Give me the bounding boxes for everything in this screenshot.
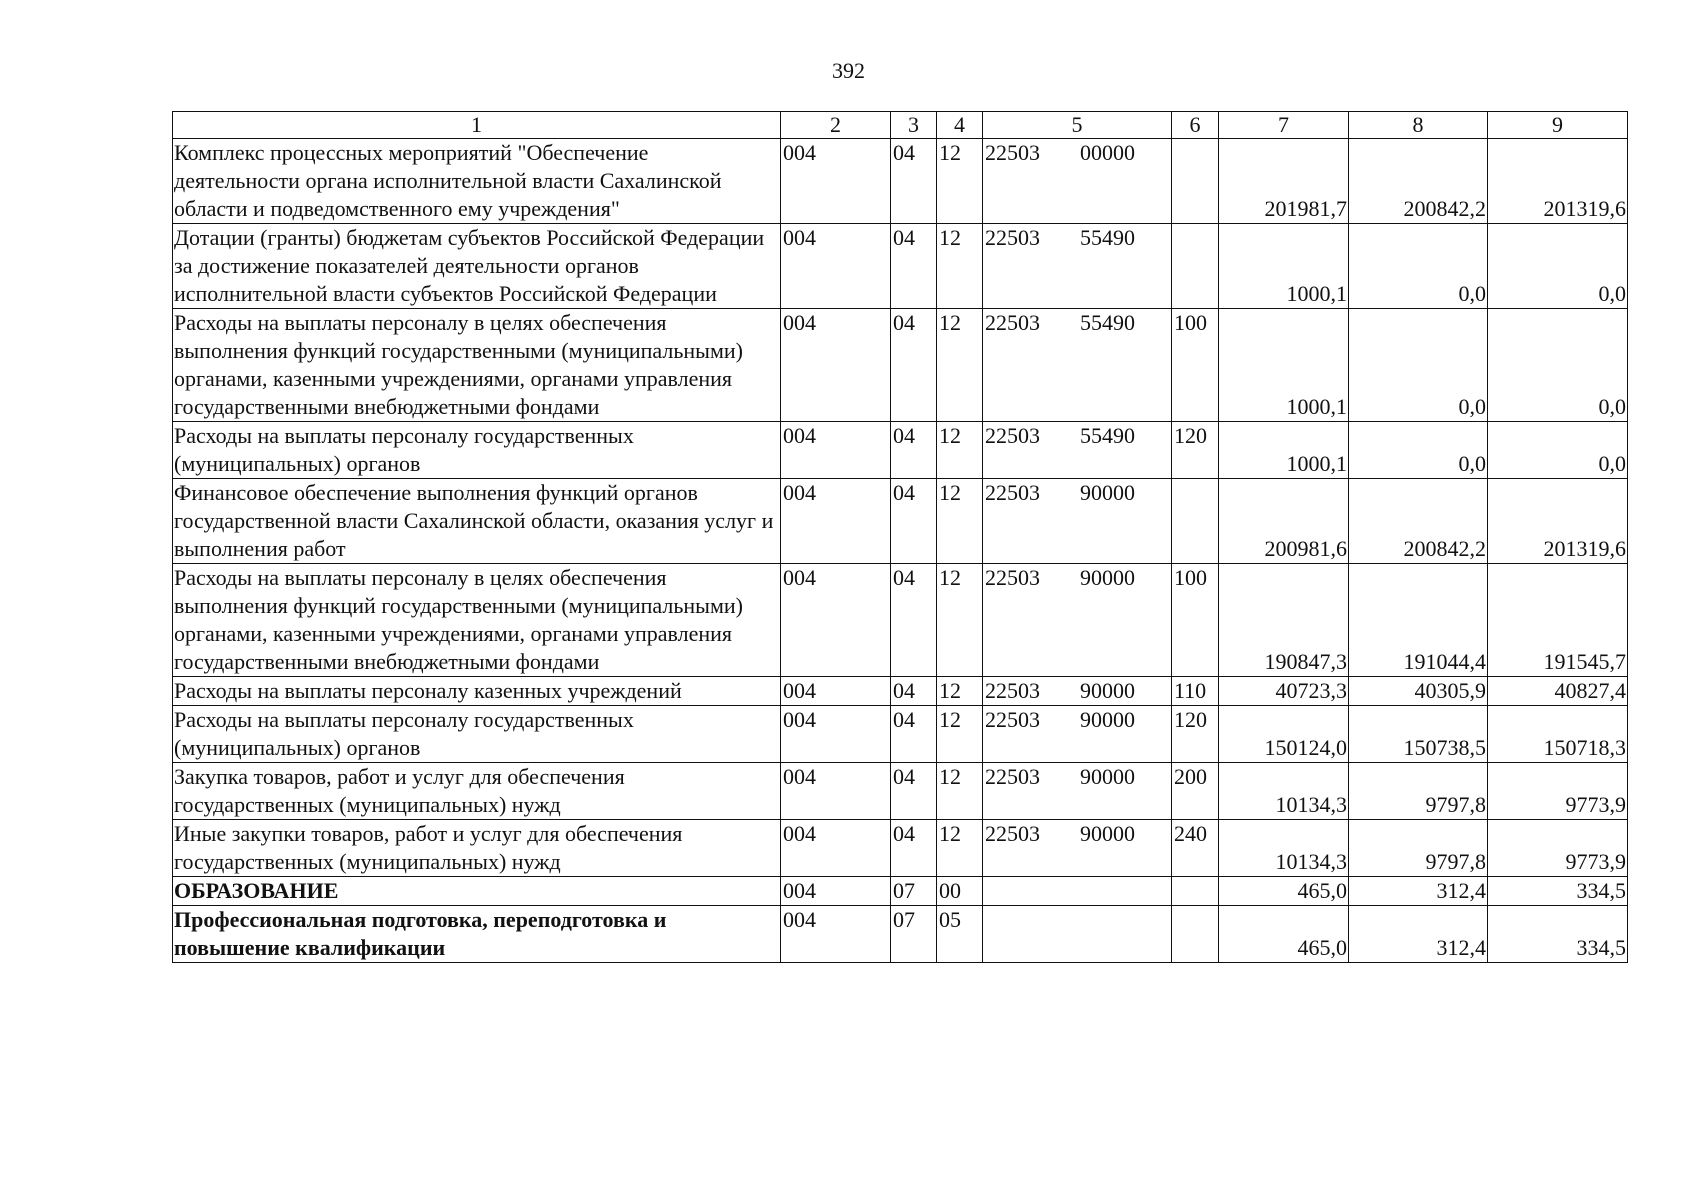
cell-subsection: 12 (937, 677, 983, 706)
cell-ministry-code: 004 (781, 906, 891, 963)
cell-amount-col-9: 334,5 (1488, 877, 1628, 906)
target-article-direction: 55490 (1080, 310, 1135, 335)
cell-amount-col-7: 10134,3 (1219, 820, 1349, 877)
cell-section: 04 (891, 706, 937, 763)
cell-section: 04 (891, 763, 937, 820)
row-name: Профессиональная подготовка, переподготовка и повышение квалификации (173, 906, 781, 963)
cell-section: 07 (891, 906, 937, 963)
cell-target-article (983, 877, 1172, 906)
cell-ministry-code: 004 (781, 139, 891, 224)
cell-section: 04 (891, 820, 937, 877)
target-article-direction: 90000 (1080, 565, 1135, 590)
row-name: Закупка товаров, работ и услуг для обеспечения государственных (муниципальных) нужд (173, 763, 781, 820)
target-article-program: 22503 (985, 480, 1040, 505)
cell-subsection: 05 (937, 906, 983, 963)
cell-amount-col-9: 201319,6 (1488, 139, 1628, 224)
target-article-program: 22503 (985, 310, 1040, 335)
row-name: Расходы на выплаты персоналу в целях обеспечения выполнения функций государственными (муниципальными) органами, казенными учреждениями, органами управления государственными внебюджетными фондами (173, 564, 781, 677)
cell-amount-col-7: 10134,3 (1219, 763, 1349, 820)
header-col-8: 8 (1349, 112, 1488, 139)
cell-target-article (983, 224, 1172, 309)
cell-amount-col-9: 0,0 (1488, 224, 1628, 309)
cell-target-article (983, 820, 1172, 877)
cell-ministry-code: 004 (781, 763, 891, 820)
target-article-program: 22503 (985, 423, 1040, 448)
header-col-4: 4 (937, 112, 983, 139)
cell-amount-col-9: 9773,9 (1488, 763, 1628, 820)
cell-subsection: 12 (937, 309, 983, 422)
header-col-6: 6 (1172, 112, 1219, 139)
cell-section: 04 (891, 309, 937, 422)
target-article-program: 22503 (985, 821, 1040, 846)
cell-amount-col-7: 1000,1 (1219, 224, 1349, 309)
cell-expense-type (1172, 479, 1219, 564)
row-name: Расходы на выплаты персоналу государственных (муниципальных) органов (173, 706, 781, 763)
table-row (173, 877, 1628, 906)
target-article-direction: 00000 (1080, 140, 1135, 165)
row-name: Дотации (гранты) бюджетам субъектов Российской Федерации за достижение показателей деятельности органов исполнительной власти субъектов Российской Федерации (173, 224, 781, 309)
target-article-program: 22503 (985, 565, 1040, 590)
row-name: Расходы на выплаты персоналу в целях обеспечения выполнения функций государственными (муниципальными) органами, казенными учреждениями, органами управления государственными внебюджетными фондами (173, 309, 781, 422)
cell-amount-col-7: 200981,6 (1219, 479, 1349, 564)
cell-ministry-code: 004 (781, 877, 891, 906)
cell-ministry-code: 004 (781, 479, 891, 564)
row-name: ОБРАЗОВАНИЕ (173, 877, 781, 906)
table-body (173, 139, 1628, 963)
row-name: Расходы на выплаты персоналу казенных учреждений (173, 677, 781, 706)
target-article-program: 22503 (985, 678, 1040, 703)
target-article-direction: 90000 (1080, 707, 1135, 732)
cell-expense-type (1172, 877, 1219, 906)
cell-amount-col-7: 1000,1 (1219, 422, 1349, 479)
cell-amount-col-8: 200842,2 (1349, 139, 1488, 224)
cell-target-article (983, 139, 1172, 224)
table-row (173, 479, 1628, 564)
cell-ministry-code: 004 (781, 677, 891, 706)
header-col-7: 7 (1219, 112, 1349, 139)
header-col-9: 9 (1488, 112, 1628, 139)
table-row (173, 820, 1628, 877)
cell-expense-type: 100 (1172, 309, 1219, 422)
cell-amount-col-9: 0,0 (1488, 309, 1628, 422)
cell-expense-type: 100 (1172, 564, 1219, 677)
cell-subsection: 12 (937, 479, 983, 564)
cell-target-article (983, 763, 1172, 820)
cell-amount-col-9: 40827,4 (1488, 677, 1628, 706)
cell-section: 04 (891, 224, 937, 309)
cell-target-article (983, 677, 1172, 706)
cell-amount-col-9: 201319,6 (1488, 479, 1628, 564)
header-col-2: 2 (781, 112, 891, 139)
cell-expense-type (1172, 224, 1219, 309)
table-row (173, 677, 1628, 706)
cell-amount-col-9: 9773,9 (1488, 820, 1628, 877)
cell-amount-col-8: 9797,8 (1349, 763, 1488, 820)
cell-subsection: 12 (937, 139, 983, 224)
cell-ministry-code: 004 (781, 422, 891, 479)
cell-ministry-code: 004 (781, 309, 891, 422)
cell-amount-col-7: 465,0 (1219, 877, 1349, 906)
cell-expense-type: 120 (1172, 706, 1219, 763)
cell-target-article (983, 309, 1172, 422)
cell-amount-col-7: 190847,3 (1219, 564, 1349, 677)
cell-target-article (983, 706, 1172, 763)
target-article-direction: 90000 (1080, 678, 1135, 703)
cell-amount-col-9: 334,5 (1488, 906, 1628, 963)
cell-amount-col-8: 312,4 (1349, 906, 1488, 963)
target-article-direction: 55490 (1080, 225, 1135, 250)
page-number: 392 (832, 58, 865, 83)
cell-section: 07 (891, 877, 937, 906)
cell-section: 04 (891, 479, 937, 564)
cell-amount-col-9: 0,0 (1488, 422, 1628, 479)
cell-section: 04 (891, 677, 937, 706)
target-article-direction: 90000 (1080, 480, 1135, 505)
cell-target-article (983, 422, 1172, 479)
cell-target-article (983, 906, 1172, 963)
cell-amount-col-8: 312,4 (1349, 877, 1488, 906)
cell-amount-col-8: 191044,4 (1349, 564, 1488, 677)
target-article-program: 22503 (985, 140, 1040, 165)
cell-amount-col-8: 150738,5 (1349, 706, 1488, 763)
table-row (173, 309, 1628, 422)
cell-ministry-code: 004 (781, 706, 891, 763)
target-article-program: 22503 (985, 764, 1040, 789)
cell-subsection: 12 (937, 820, 983, 877)
cell-expense-type: 240 (1172, 820, 1219, 877)
cell-target-article (983, 479, 1172, 564)
row-name: Иные закупки товаров, работ и услуг для обеспечения государственных (муниципальных) нужд (173, 820, 781, 877)
header-col-3: 3 (891, 112, 937, 139)
table-row (173, 763, 1628, 820)
cell-amount-col-8: 9797,8 (1349, 820, 1488, 877)
row-name: Финансовое обеспечение выполнения функций органов государственной власти Сахалинской области, оказания услуг и выполнения работ (173, 479, 781, 564)
cell-amount-col-8: 200842,2 (1349, 479, 1488, 564)
table-row (173, 564, 1628, 677)
cell-subsection: 12 (937, 422, 983, 479)
table-row (173, 139, 1628, 224)
cell-ministry-code: 004 (781, 820, 891, 877)
table-row (173, 706, 1628, 763)
header-col-1: 1 (173, 112, 781, 139)
cell-amount-col-7: 40723,3 (1219, 677, 1349, 706)
target-article-program: 22503 (985, 225, 1040, 250)
cell-subsection: 12 (937, 763, 983, 820)
target-article-program: 22503 (985, 707, 1040, 732)
row-name: Расходы на выплаты персоналу государственных (муниципальных) органов (173, 422, 781, 479)
target-article-direction: 55490 (1080, 423, 1135, 448)
cell-amount-col-8: 0,0 (1349, 309, 1488, 422)
cell-ministry-code: 004 (781, 564, 891, 677)
target-article-direction: 90000 (1080, 821, 1135, 846)
cell-subsection: 12 (937, 564, 983, 677)
cell-section: 04 (891, 139, 937, 224)
cell-amount-col-9: 191545,7 (1488, 564, 1628, 677)
cell-ministry-code: 004 (781, 224, 891, 309)
budget-table (172, 111, 1628, 963)
cell-section: 04 (891, 564, 937, 677)
cell-amount-col-7: 150124,0 (1219, 706, 1349, 763)
cell-subsection: 12 (937, 224, 983, 309)
table-row (173, 906, 1628, 963)
cell-amount-col-8: 0,0 (1349, 224, 1488, 309)
cell-amount-col-9: 150718,3 (1488, 706, 1628, 763)
cell-section: 04 (891, 422, 937, 479)
cell-expense-type: 200 (1172, 763, 1219, 820)
cell-subsection: 00 (937, 877, 983, 906)
table-row (173, 422, 1628, 479)
cell-amount-col-8: 40305,9 (1349, 677, 1488, 706)
header-col-5: 5 (983, 112, 1172, 139)
cell-expense-type: 110 (1172, 677, 1219, 706)
header-row (173, 112, 1628, 139)
cell-amount-col-7: 465,0 (1219, 906, 1349, 963)
cell-target-article (983, 564, 1172, 677)
cell-amount-col-8: 0,0 (1349, 422, 1488, 479)
table-row (173, 224, 1628, 309)
cell-expense-type (1172, 906, 1219, 963)
cell-expense-type: 120 (1172, 422, 1219, 479)
cell-amount-col-7: 201981,7 (1219, 139, 1349, 224)
cell-amount-col-7: 1000,1 (1219, 309, 1349, 422)
row-name: Комплекс процессных мероприятий "Обеспечение деятельности органа исполнительной власти Сахалинской области и подведомственного ему учреждения" (173, 139, 781, 224)
cell-subsection: 12 (937, 706, 983, 763)
target-article-direction: 90000 (1080, 764, 1135, 789)
cell-expense-type (1172, 139, 1219, 224)
